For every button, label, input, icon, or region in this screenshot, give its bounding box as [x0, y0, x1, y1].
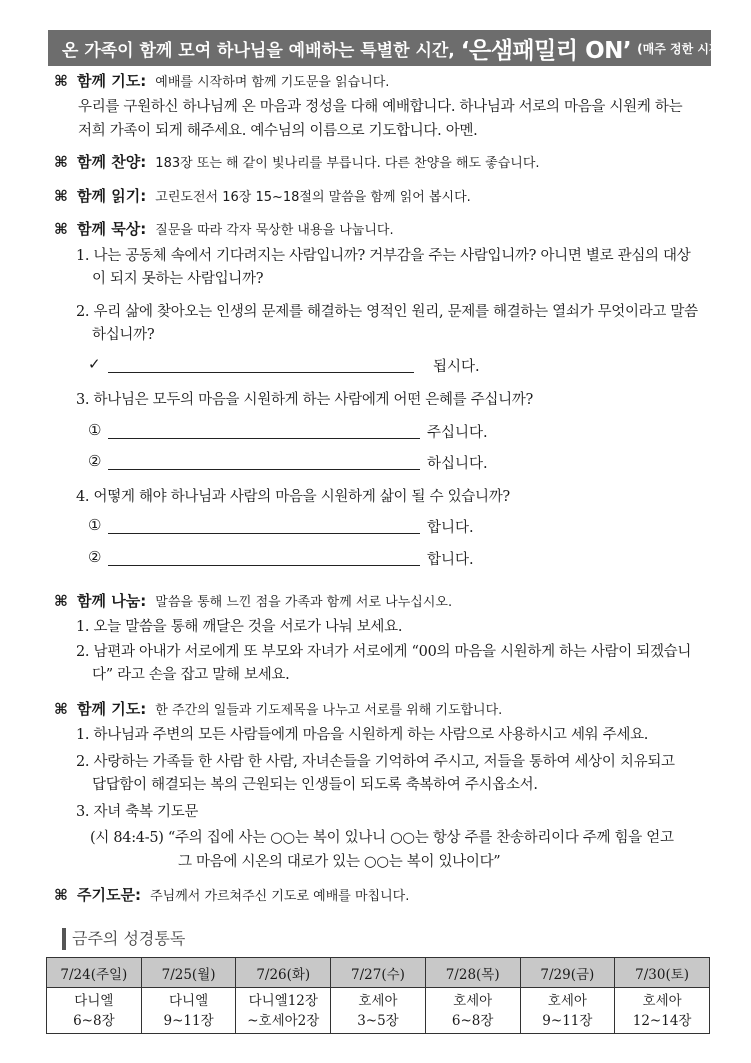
fill-in-line [108, 372, 414, 373]
reading-cell [141, 988, 236, 1034]
prayer-item-2-line: 2. 사랑하는 가족들 한 사람 한 사람, 자녀손들을 기억하여 주시고, 저들을 통하여 세상이 치유되고 [76, 754, 675, 770]
circled-number-2: ② [88, 548, 102, 566]
question-1-line: 1. 나는 공동체 속에서 기다려지는 사람입니까? 거부감을 주는 사람입니까? 아니면 별로 관심의 대상 [76, 248, 691, 264]
answer-blank [88, 548, 488, 570]
header-banner [48, 30, 738, 66]
section-description: 말씀을 통해 느낀 점을 가족과 함께 서로 나누십시오. [155, 595, 453, 610]
reading-book: 호세아 [547, 993, 587, 1009]
reading-book: 다니엘 [168, 993, 209, 1009]
sharing-item-2-line: 다” 라고 손을 잡고 말해 보세요. [92, 667, 290, 683]
reading-book: 호세아 [358, 993, 398, 1009]
reading-cell [331, 988, 426, 1034]
section-reading [54, 185, 471, 206]
banner-sub-text: (매주 정한 시간에) [637, 41, 738, 56]
reading-book: 호세아 [642, 993, 682, 1009]
reading-range: 3~5장 [357, 1013, 399, 1029]
answer-suffix: 하십니다. [427, 456, 488, 472]
answer-blank [88, 355, 488, 377]
section-heading: 주기도문: [77, 886, 141, 904]
banner-brand-text: ‘은샘패밀리 ON’ [460, 37, 632, 64]
command-icon: ⌘ [54, 153, 68, 171]
answer-suffix: 주십니다. [427, 425, 488, 441]
reading-plan-table [46, 957, 710, 1034]
reading-range: 9~11장 [163, 1013, 214, 1029]
fill-in-line [108, 469, 420, 470]
reading-book: 다니엘12장 [248, 993, 318, 1009]
table-row [47, 988, 710, 1034]
fill-in-line [108, 533, 420, 534]
sharing-item-2-line: 2. 남편과 아내가 서로에게 또 부모와 자녀가 서로에게 “00의 마음을 시원하게 하는 사람이 되겠습니 [76, 644, 692, 660]
date-header: 7/27(수) [331, 958, 426, 988]
section-heading: 함께 나눔: [77, 592, 147, 610]
prayer-item-3: 3. 자녀 축복 기도문 [76, 804, 199, 820]
reading-range: 12~14장 [632, 1013, 692, 1029]
section-closing-prayer [54, 698, 502, 719]
section-description: 한 주간의 일들과 기도제목을 나누고 서로를 위해 기도합니다. [155, 703, 503, 718]
section-lords-prayer [54, 884, 409, 905]
blessing-verse-line: (시 84:4-5) “주의 집에 사는 ○○는 복이 있나니 ○○는 항상 주를 찬송하리이다 주께 힘을 얻고 [90, 830, 674, 846]
date-header: 7/30(토) [615, 958, 710, 988]
answer-blank [88, 516, 488, 538]
banner-main-text: 온 가족이 함께 모여 하나님을 예배하는 특별한 시간, [62, 40, 455, 61]
fill-in-line [108, 438, 420, 439]
date-header: 7/28(목) [425, 958, 520, 988]
question-1-line: 이 되지 못하는 사람입니까? [92, 271, 264, 287]
answer-blank [88, 452, 488, 474]
question-2-line: 하십니까? [92, 327, 155, 343]
prayer-text-line: 저희 가족이 되게 해주세요. 예수님의 이름으로 기도합니다. 아멘. [78, 123, 478, 139]
prayer-text-line: 우리를 구원하신 하나님께 온 마음과 정성을 다해 예배합니다. 하나님과 서로의 마음을 시원케 하는 [78, 99, 683, 115]
question-2-line: 2. 우리 삶에 찾아오는 인생의 문제를 해결하는 영적인 원리, 문제를 해결하는 열쇠가 무엇이라고 말씀 [76, 304, 698, 320]
section-heading: 함께 기도: [77, 72, 147, 90]
section-description: 주님께서 가르쳐주신 기도로 예배를 마칩니다. [150, 889, 410, 904]
date-header: 7/29(금) [520, 958, 615, 988]
date-header: 7/24(주일) [47, 958, 142, 988]
circled-number-2: ② [88, 452, 102, 470]
section-meditation [54, 218, 394, 239]
question-4-line: 4. 어떻게 해야 하나님과 사람의 마음을 시원하게 삶이 될 수 있습니까? [76, 489, 510, 505]
section-description: 질문을 따라 각자 묵상한 내용을 나눕니다. [155, 223, 394, 238]
reading-cell [236, 988, 331, 1034]
section-opening-prayer [54, 70, 389, 91]
reading-book: 다니엘 [74, 993, 114, 1009]
section-heading: 함께 읽기: [77, 187, 147, 205]
command-icon: ⌘ [54, 886, 68, 904]
prayer-item-1: 1. 하나님과 주변의 모든 사람들에게 마음을 시원하게 하는 사람으로 사용하시고 세워 주세요. [76, 727, 649, 743]
command-icon: ⌘ [54, 592, 68, 610]
section-description: 183장 또는 해 같이 빛나리를 부릅니다. 다른 찬양을 해도 좋습니다. [155, 156, 540, 171]
section-praise [54, 151, 540, 172]
section-heading: 함께 묵상: [77, 220, 147, 238]
section-heading: 함께 찬양: [77, 153, 147, 171]
prayer-item-2-line: 답답함이 해결되는 복의 근원되는 인생들이 되도록 축복하여 주시옵소서. [92, 777, 538, 793]
reading-book: 호세아 [453, 993, 493, 1009]
answer-suffix: 합니다. [427, 552, 474, 568]
section-heading: 함께 기도: [77, 700, 147, 718]
command-icon: ⌘ [54, 700, 68, 718]
reading-range: ~호세아2장 [247, 1013, 320, 1029]
answer-suffix: 합니다. [427, 520, 474, 536]
command-icon: ⌘ [54, 72, 68, 90]
reading-plan-title: 금주의 성경통독 [62, 928, 185, 950]
date-header: 7/25(월) [141, 958, 236, 988]
date-header: 7/26(화) [236, 958, 331, 988]
section-sharing [54, 590, 452, 611]
circled-number-1: ① [88, 516, 102, 534]
circled-number-1: ① [88, 421, 102, 439]
check-icon: ✓ [88, 355, 101, 373]
answer-blank [88, 421, 488, 443]
table-header-row [47, 958, 710, 988]
sharing-item-1: 1. 오늘 말씀을 통해 깨달은 것을 서로가 나눠 보세요. [76, 619, 403, 635]
reading-cell [47, 988, 142, 1034]
answer-suffix: 됩시다. [433, 359, 480, 375]
section-description: 예배를 시작하며 함께 기도문을 읽습니다. [155, 75, 390, 90]
question-3-line: 3. 하나님은 모두의 마음을 시원하게 하는 사람에게 어떤 은혜를 주십니까? [76, 392, 533, 408]
fill-in-line [108, 565, 420, 566]
command-icon: ⌘ [54, 187, 68, 205]
reading-range: 9~11장 [542, 1013, 593, 1029]
reading-cell [425, 988, 520, 1034]
command-icon: ⌘ [54, 220, 68, 238]
section-description: 고린도전서 16장 15~18절의 말씀을 함께 읽어 봅시다. [155, 190, 471, 205]
blessing-verse-line: 그 마음에 시온의 대로가 있는 ○○는 복이 있나이다” [178, 854, 501, 870]
reading-cell [615, 988, 710, 1034]
reading-cell [520, 988, 615, 1034]
reading-range: 6~8장 [451, 1013, 494, 1029]
reading-range: 6~8장 [73, 1013, 115, 1029]
